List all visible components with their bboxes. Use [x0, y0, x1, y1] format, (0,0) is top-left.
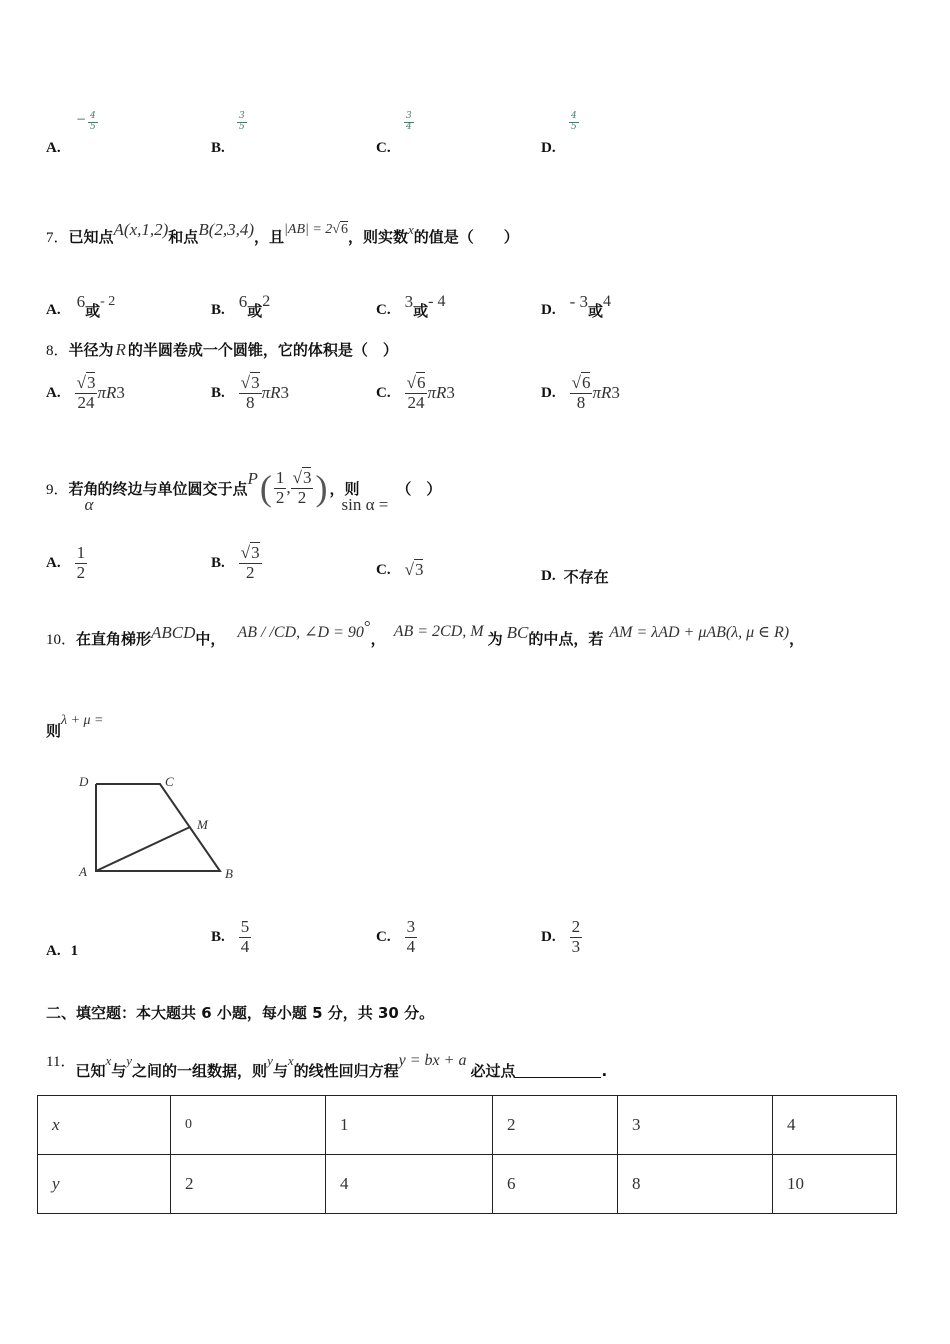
vertex-c: C	[165, 774, 174, 789]
value-1: - 3	[569, 291, 589, 311]
q6-option-b[interactable]	[211, 111, 245, 157]
exponent: 3	[116, 383, 125, 403]
value-2: 2	[262, 292, 271, 310]
regression-equation: y = bx + a	[398, 1051, 467, 1069]
q6-option-c[interactable]	[376, 111, 412, 157]
pi-r: πR	[427, 383, 447, 403]
stem-text: 的终边与单位圆交于点	[97, 479, 248, 498]
stem-text: ，	[789, 630, 805, 648]
vertex-d: D	[79, 774, 89, 789]
segment-bc: BC	[506, 622, 529, 642]
q6-option-a[interactable]	[46, 111, 96, 157]
stem-text: 必过点	[470, 1062, 516, 1080]
point-a: A(x,1,2)	[113, 219, 169, 239]
q6-option-d[interactable]	[541, 111, 577, 157]
option-label: C.	[376, 928, 391, 945]
option-label: A.	[46, 943, 61, 959]
option-label: A.	[46, 554, 61, 571]
table-cell: 4	[326, 1155, 493, 1214]
stem-text: 为	[487, 630, 503, 648]
option-label: B.	[211, 302, 225, 318]
alpha: α	[84, 495, 94, 514]
stem-text: 已知点	[68, 228, 114, 246]
exponent: 3	[446, 383, 455, 403]
option-label: C.	[376, 140, 391, 156]
point-p: P	[247, 469, 258, 488]
variable-r: R	[115, 339, 126, 359]
point-m: M	[197, 817, 208, 832]
variable-y: y	[267, 1052, 273, 1068]
row-header: y	[38, 1155, 171, 1214]
degree: °	[363, 616, 371, 636]
option-text: 1	[70, 943, 79, 959]
table-cell: 10	[773, 1155, 897, 1214]
q10-option-c[interactable]	[376, 918, 417, 956]
table-cell: 8	[618, 1155, 773, 1214]
q10-option-b[interactable]	[211, 918, 251, 956]
fraction: $\frac{√3}{8}$	[240, 373, 260, 412]
stem-text: 已知	[75, 1062, 106, 1080]
stem-text: 的线性回归方程	[293, 1062, 399, 1080]
option-label: A.	[46, 140, 61, 156]
q7-option-a[interactable]	[46, 282, 115, 321]
option-label: D.	[541, 302, 556, 318]
table-cell: 6	[493, 1155, 618, 1214]
q7-option-b[interactable]	[211, 282, 270, 321]
table-cell: 1	[326, 1096, 493, 1155]
q10-stem	[46, 616, 805, 649]
q8-option-d[interactable]	[541, 374, 620, 412]
q8-option-c[interactable]	[376, 374, 455, 412]
option-label: A.	[46, 384, 61, 401]
point-b: B(2,3,4)	[198, 219, 255, 239]
fraction: $\frac{5}{4}$	[240, 917, 250, 956]
stem-text: 的半圆卷成一个圆锥，它的体积是（ ）	[127, 341, 398, 359]
fraction: $\frac{3}{4}$	[406, 917, 416, 956]
table-cell: 0	[171, 1096, 326, 1155]
stem-text: ，则实数	[347, 228, 408, 246]
q9-option-a[interactable]	[46, 544, 87, 582]
q8-option-a[interactable]	[46, 374, 125, 412]
option-label: D.	[541, 928, 556, 945]
question-number: 11．	[46, 1054, 76, 1070]
variable-x: x	[287, 1052, 294, 1068]
option-label: B.	[211, 140, 225, 156]
condition-1: AB / /CD, ∠D = 90	[237, 623, 364, 641]
exponent: 3	[280, 383, 290, 403]
or-text: 或	[247, 302, 263, 320]
table-cell: 4	[773, 1096, 897, 1155]
table-cell: 2	[171, 1155, 326, 1214]
fraction: $\frac{√3}{24}$	[76, 373, 96, 412]
q9-option-c[interactable]	[376, 560, 423, 580]
stem-text: 的中点，若	[528, 630, 604, 648]
q7-option-d[interactable]	[541, 282, 611, 321]
q10-stem-line2	[46, 700, 104, 741]
option-text: 不存在	[563, 568, 609, 586]
stem-text: ，	[370, 630, 386, 648]
pi-r: πR	[261, 383, 281, 403]
variable-x: x	[408, 221, 414, 237]
q7-option-c[interactable]	[376, 282, 445, 321]
option-label: C.	[376, 302, 391, 318]
question-number: 8．	[46, 343, 69, 359]
fraction: $\frac{2}{3}$	[571, 917, 581, 956]
value-2: - 2	[100, 293, 116, 309]
value-1: 6	[76, 291, 86, 311]
or-text: 或	[85, 302, 101, 320]
table-row	[38, 1155, 897, 1214]
lambda-plus-mu: λ + μ =	[61, 712, 104, 728]
option-label: B.	[211, 384, 225, 401]
comma: ,	[286, 478, 291, 497]
section-heading: 二、填空题：本大题共 6 小题，每小题 5 分，共 30 分。	[46, 1004, 435, 1022]
option-label: C.	[376, 561, 391, 578]
stem-text: 与	[111, 1062, 127, 1080]
stem-text: （ ）	[396, 479, 442, 498]
trapezoid-name: ABCD	[151, 622, 196, 642]
sin-expression: sin α =	[341, 495, 389, 514]
stem-text: 若角	[68, 479, 99, 498]
stem-text: 中，	[195, 630, 226, 648]
fraction: $\frac{√6}{8}$	[571, 373, 591, 412]
question-number: 7．	[46, 230, 69, 246]
option-label: C.	[376, 384, 391, 401]
fraction: $\frac{3}{5}$	[239, 111, 245, 132]
table-row	[38, 1096, 897, 1155]
q8-stem	[46, 339, 398, 360]
vertex-a: A	[79, 864, 87, 879]
or-text: 或	[588, 302, 604, 320]
option-label: B.	[211, 554, 225, 571]
stem-text: ，则	[329, 479, 360, 498]
sqrt-value: √3	[404, 560, 424, 579]
stem-text: 则	[46, 722, 62, 740]
stem-text: .	[601, 1061, 608, 1080]
fraction: $\frac{√3}{2}$	[292, 467, 312, 507]
value-2: 4	[603, 292, 612, 310]
option-label: D.	[541, 140, 556, 156]
condition-2: AB = 2CD, M	[393, 622, 484, 640]
q9-option-b[interactable]	[211, 544, 262, 582]
q11-stem	[46, 1040, 607, 1081]
table-cell: 3	[618, 1096, 773, 1155]
value-1: 6	[238, 291, 248, 311]
right-paren: )	[315, 468, 328, 508]
row-header: x	[38, 1096, 171, 1155]
q9-option-d[interactable]	[541, 566, 609, 587]
fraction: $\frac{√6}{24}$	[406, 373, 426, 412]
q7-stem	[46, 219, 519, 247]
stem-text: 和点	[168, 228, 199, 246]
q9-stem	[46, 458, 441, 518]
segment-am	[96, 827, 190, 871]
minus-sign: −	[76, 112, 87, 126]
fraction: $\frac{4}{5}$	[90, 111, 96, 132]
variable-y: y	[126, 1052, 133, 1068]
exponent: 3	[611, 383, 620, 403]
distance-condition: |AB| = 2√6	[284, 221, 348, 237]
answer-blank[interactable]	[515, 1063, 601, 1078]
fraction: $\frac{4}{5}$	[571, 111, 577, 132]
fraction: $\frac{3}{4}$	[406, 111, 412, 132]
table-cell: 2	[493, 1096, 618, 1155]
vertex-b: B	[225, 866, 233, 881]
trapezoid-figure	[70, 768, 250, 886]
fraction: $\frac{1}{2}$	[76, 543, 86, 582]
stem-text: 之间的一组数据，则	[132, 1062, 268, 1080]
q10-option-d[interactable]	[541, 918, 582, 956]
option-label: A.	[46, 302, 61, 318]
fraction: $\frac{√3}{2}$	[240, 543, 260, 582]
value-1: 3	[404, 291, 414, 311]
stem-text: 在直角梯形	[76, 630, 152, 648]
question-number: 10．	[46, 632, 77, 648]
option-label: B.	[211, 928, 225, 945]
stem-text: 半径为	[68, 341, 114, 359]
option-label: D.	[541, 568, 556, 584]
stem-text: ，且	[254, 228, 285, 246]
stem-text: 与	[272, 1062, 288, 1080]
stem-text: 的值是（ ）	[413, 228, 519, 246]
vector-equation: AM = λAD + μAB(λ, μ ∈ R)	[609, 623, 790, 641]
value-2: - 4	[428, 292, 446, 310]
pi-r: πR	[592, 383, 612, 403]
q10-option-a[interactable]	[46, 943, 78, 960]
or-text: 或	[413, 302, 429, 320]
variable-x: x	[105, 1052, 112, 1068]
fraction: $\frac{1}{2}$	[275, 467, 285, 507]
data-table	[37, 1095, 897, 1214]
pi-r: πR	[97, 383, 117, 403]
q8-option-b[interactable]	[211, 374, 289, 412]
option-label: D.	[541, 384, 556, 401]
left-paren: (	[259, 468, 272, 508]
question-number: 9．	[46, 481, 69, 498]
